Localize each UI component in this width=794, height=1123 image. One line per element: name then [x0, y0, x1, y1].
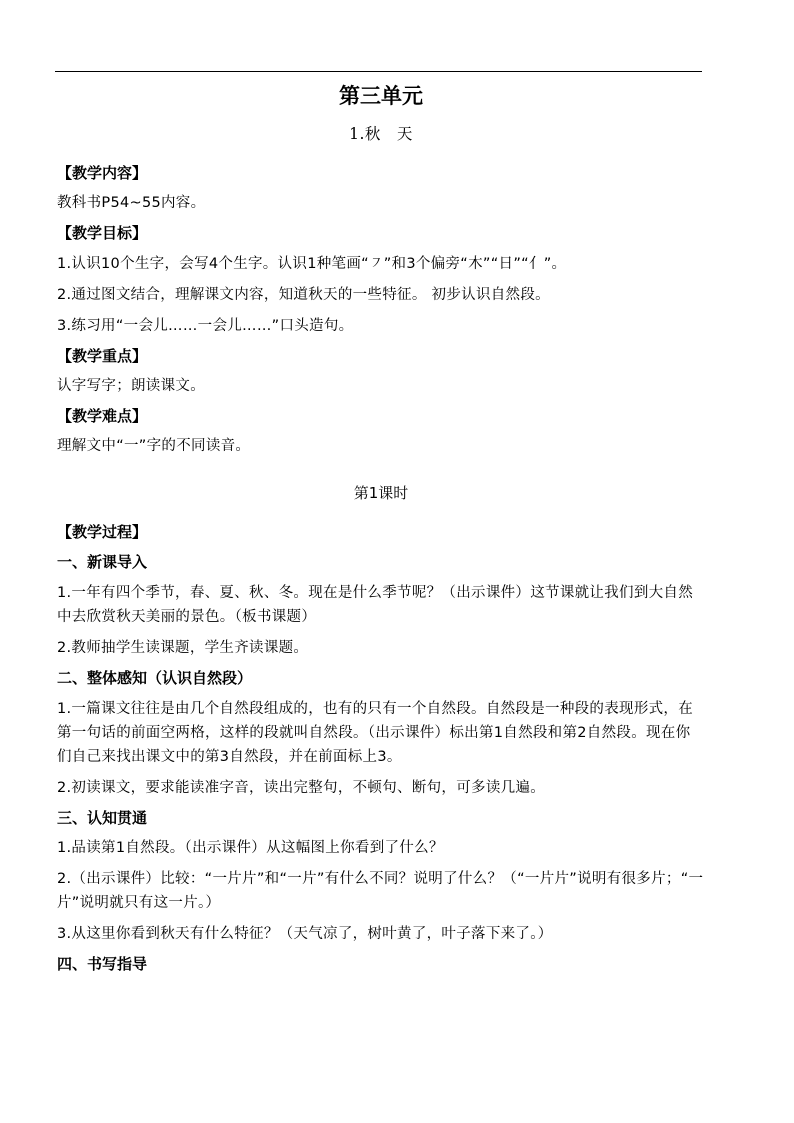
process-heading: 【教学过程】 [57, 523, 148, 541]
step1-item: 2.教师抽学生读课题，学生齐读课题。 [57, 640, 309, 656]
step3-heading: 三、认知贯通 [57, 809, 148, 827]
step4-heading: 四、书写指导 [57, 955, 148, 973]
content-heading: 【教学内容】 [57, 164, 148, 182]
step1-heading: 一、新课导入 [57, 553, 148, 571]
header-rule [55, 71, 702, 72]
step3-item: 2.（出示课件）比较：“一片片”和“一片”有什么不同？说明了什么？（“一片片”说明有很多片；“一片”说明就只有这一片。） [57, 871, 704, 911]
goal-item: 3.练习用“一会儿……一会儿……”口头造句。 [57, 318, 354, 334]
unit-title: 第三单元 [339, 84, 423, 108]
period-title: 第1课时 [353, 484, 409, 502]
goals-heading: 【教学目标】 [57, 224, 148, 242]
step3-item: 3.从这里你看到秋天有什么特征？（天气凉了，树叶黄了，叶子落下来了。） [57, 926, 553, 942]
step2-item: 2.初读课文，要求能读准字音，读出完整句，不顿句、断句，可多读几遍。 [57, 780, 546, 796]
difficulty-text: 理解文中“一”字的不同读音。 [57, 438, 251, 454]
step3-item: 1.品读第1自然段。（出示课件）从这幅图上你看到了什么？ [57, 840, 444, 856]
goal-item: 1.认识10个生字，会写4个生字。认识1种笔画“㇇”和3个偏旁“木”“日”“亻”。 [57, 256, 567, 272]
step1-item: 1.一年有四个季节，春、夏、秋、冬。现在是什么季节呢？（出示课件）这节课就让我们到大自然中去欣赏秋天美丽的景色。（板书课题） [57, 585, 694, 625]
content-text: 教科书P54~55内容。 [57, 195, 206, 211]
focus-heading: 【教学重点】 [57, 347, 148, 365]
step2-item: 1.一篇课文往往是由几个自然段组成的，也有的只有一个自然段。自然段是一种段的表现形式，在第一句话的前面空两格，这样的段就叫自然段。（出示课件）标出第1自然段和第2自然段。现在你们自己来找出课文中的第3自然段，并在前面标上3。 [57, 701, 694, 765]
difficulty-heading: 【教学难点】 [57, 407, 148, 425]
step2-heading: 二、整体感知（认识自然段） [57, 669, 253, 687]
focus-text: 认字写字；朗读课文。 [57, 378, 205, 394]
lesson-title: 1.秋 天 [349, 125, 413, 143]
document-body [57, 80, 705, 975]
goal-item: 2.通过图文结合，理解课文内容，知道秋天的一些特征。 初步认识自然段。 [57, 287, 550, 303]
